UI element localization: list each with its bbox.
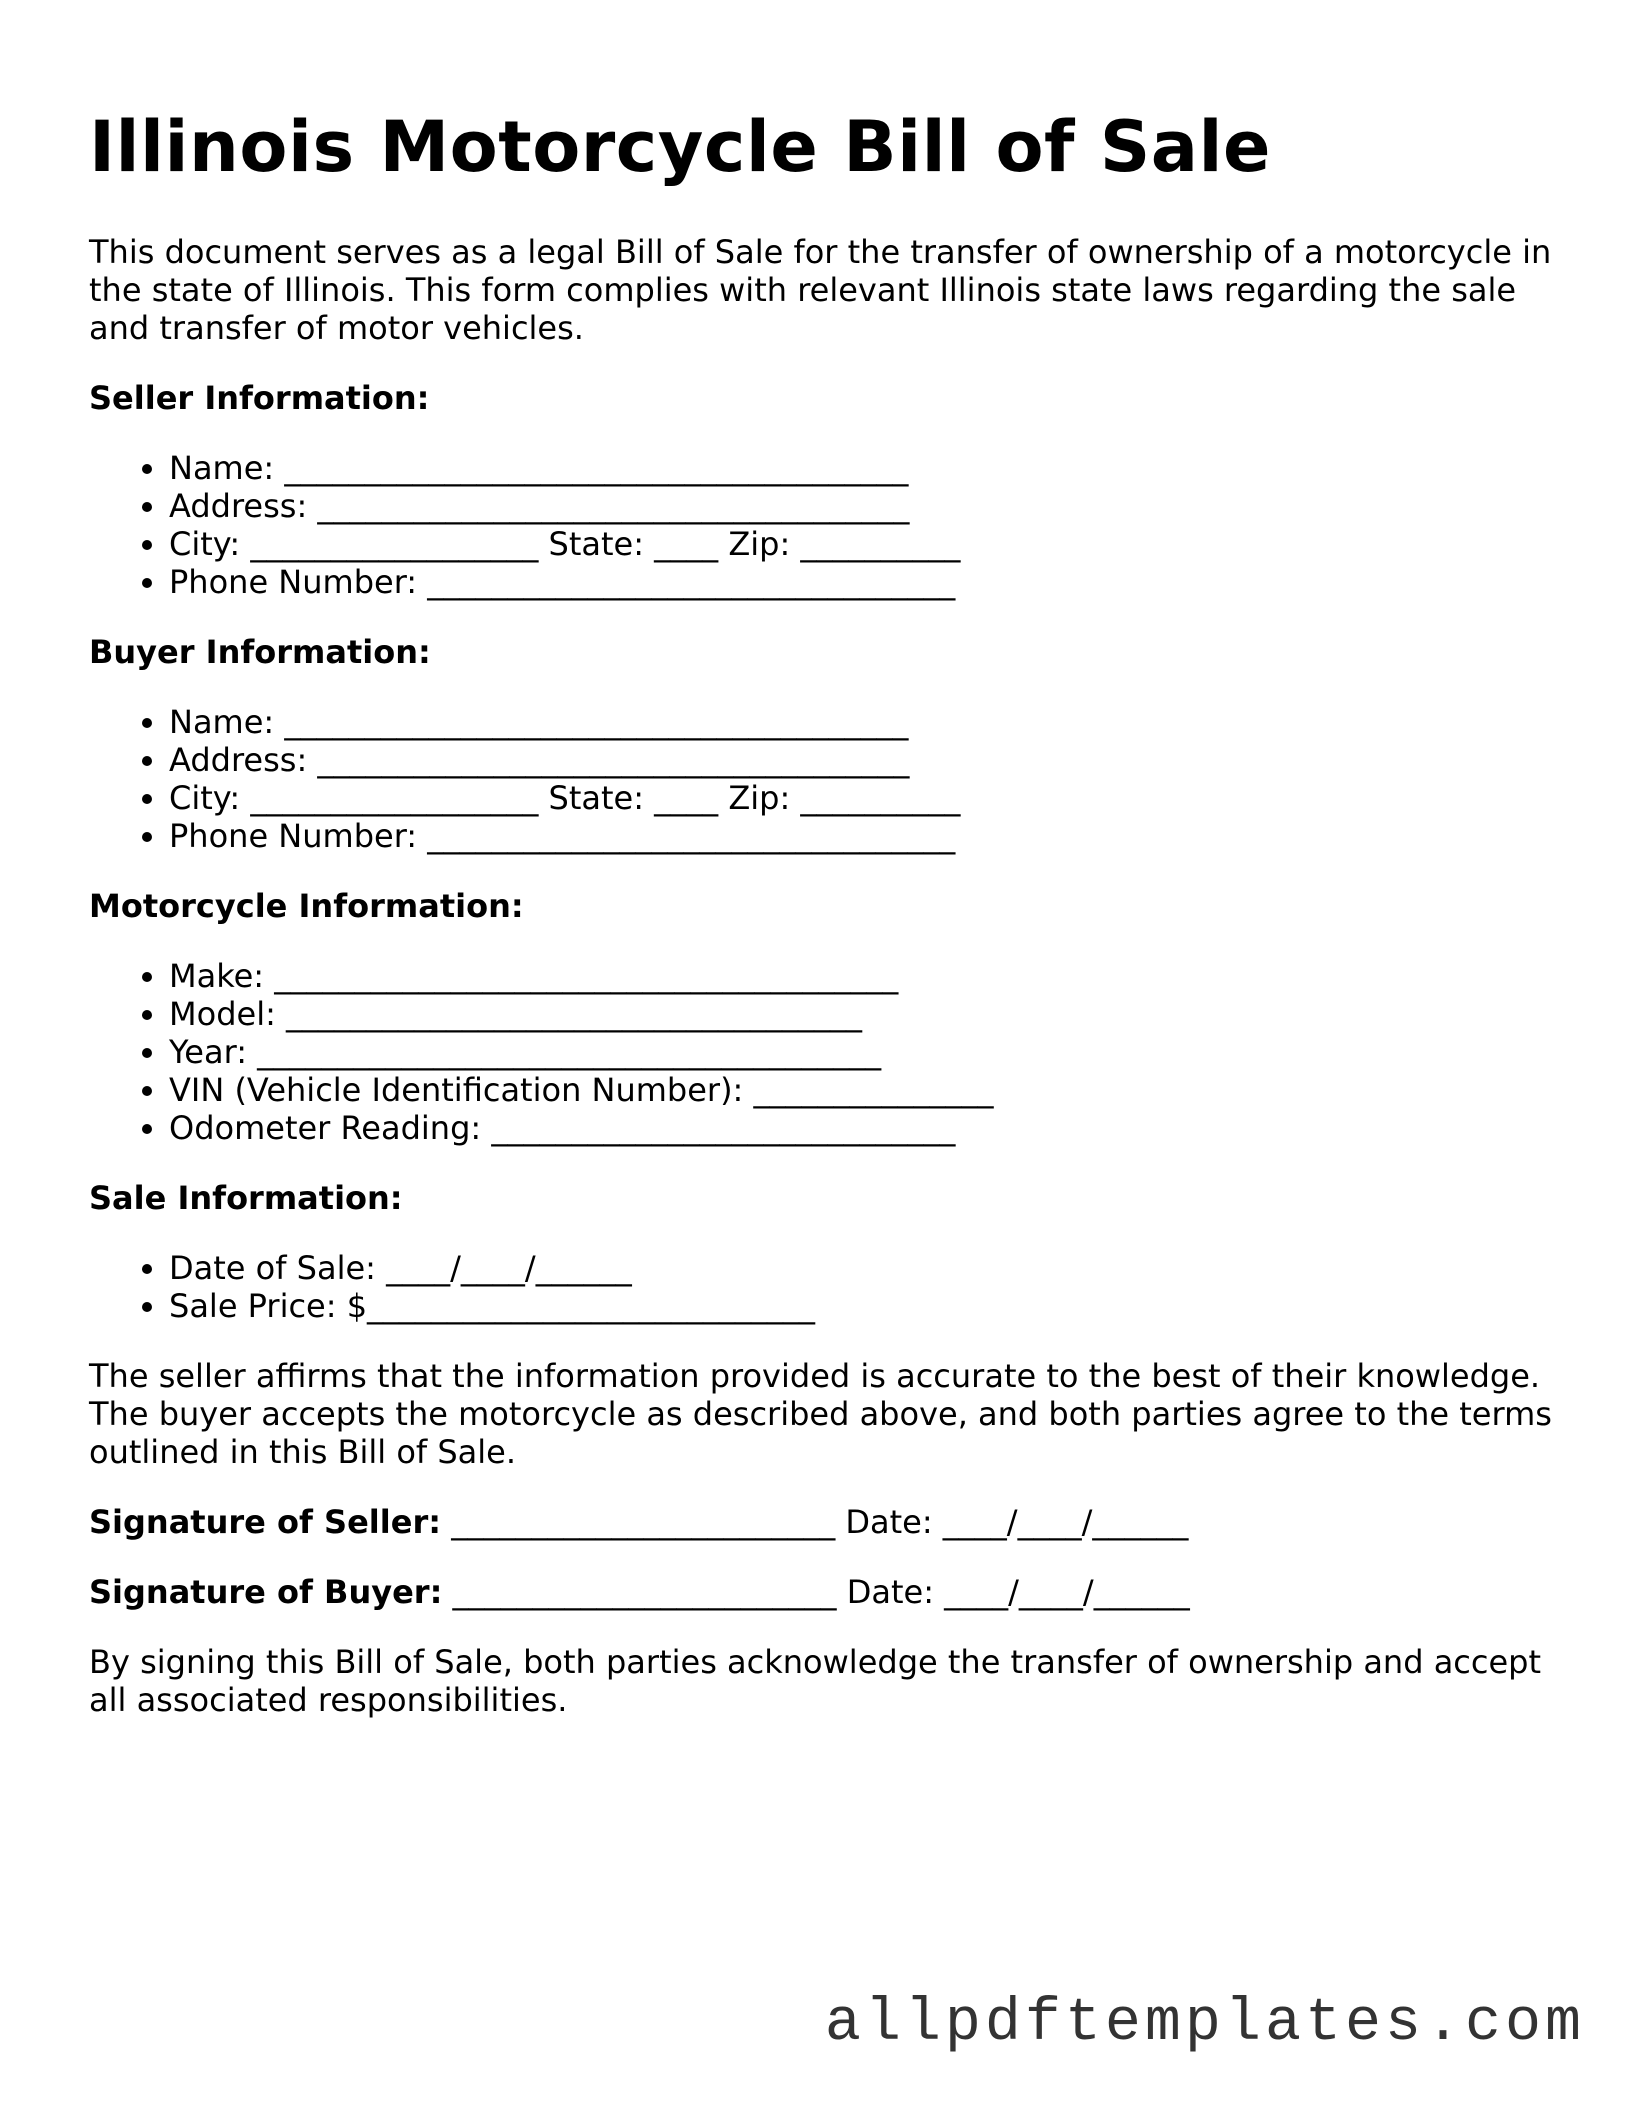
affirmation-paragraph: The seller affirms that the information provided is accurate to the best of their knowledge. The buyer accepts the motorcycle as described above, and both parties agree to the terms outlined in this Bill of Sale.: [89, 1357, 1552, 1471]
document-page: [89, 105, 1559, 1719]
seller-phone-field[interactable]: • Phone Number: _________________________________: [169, 563, 1559, 601]
seller-city-state-zip-field[interactable]: • City: __________________ State: ____ Zip: __________: [169, 525, 1559, 563]
seller-signature-line[interactable]: [89, 1503, 1559, 1541]
buyer-signature-line[interactable]: [89, 1573, 1559, 1611]
intro-paragraph: This document serves as a legal Bill of Sale for the transfer of ownership of a motorcycle in the state of Illinois. This form complies with relevant Illinois state laws regarding the sale and transfer of motor vehicles.: [89, 233, 1552, 347]
buyer-phone-field[interactable]: • Phone Number: _________________________________: [169, 817, 1559, 855]
motorcycle-fields: [89, 957, 1559, 1147]
buyer-address-field[interactable]: • Address: _____________________________________: [169, 741, 1559, 779]
seller-name-field[interactable]: • Name: _______________________________________: [169, 449, 1559, 487]
sale-price-field[interactable]: • Sale Price: $____________________________: [169, 1287, 1559, 1325]
closing-paragraph: By signing this Bill of Sale, both parties acknowledge the transfer of ownership and accept all associated responsibilities.: [89, 1643, 1542, 1719]
watermark: allpdftemplates.com: [824, 1990, 1585, 2058]
seller-signature-label: Signature of Seller:: [89, 1503, 442, 1541]
sale-fields: [89, 1249, 1559, 1325]
seller-address-field[interactable]: • Address: _____________________________________: [169, 487, 1559, 525]
date-of-sale-field[interactable]: • Date of Sale: ____/____/______: [169, 1249, 1559, 1287]
document-title: Illinois Motorcycle Bill of Sale: [89, 106, 1272, 188]
seller-heading: Seller Information:: [89, 379, 430, 417]
make-field[interactable]: • Make: _______________________________________: [169, 957, 1559, 995]
buyer-heading: Buyer Information:: [89, 633, 431, 671]
odometer-field[interactable]: • Odometer Reading: _____________________________: [169, 1109, 1559, 1147]
motorcycle-heading: Motorcycle Information:: [89, 887, 524, 925]
buyer-fields: [89, 703, 1559, 855]
seller-signature-blank[interactable]: ________________________ Date: ____/____/______: [441, 1503, 1189, 1541]
year-field[interactable]: • Year: _______________________________________: [169, 1033, 1559, 1071]
buyer-city-state-zip-field[interactable]: • City: __________________ State: ____ Zip: __________: [169, 779, 1559, 817]
sale-heading: Sale Information:: [89, 1179, 403, 1217]
seller-fields: [89, 449, 1559, 601]
buyer-signature-label: Signature of Buyer:: [89, 1573, 443, 1611]
buyer-name-field[interactable]: • Name: _______________________________________: [169, 703, 1559, 741]
model-field[interactable]: • Model: ____________________________________: [169, 995, 1559, 1033]
vin-field[interactable]: • VIN (Vehicle Identification Number): _______________: [169, 1071, 1559, 1109]
buyer-signature-blank[interactable]: ________________________ Date: ____/____/______: [442, 1573, 1190, 1611]
